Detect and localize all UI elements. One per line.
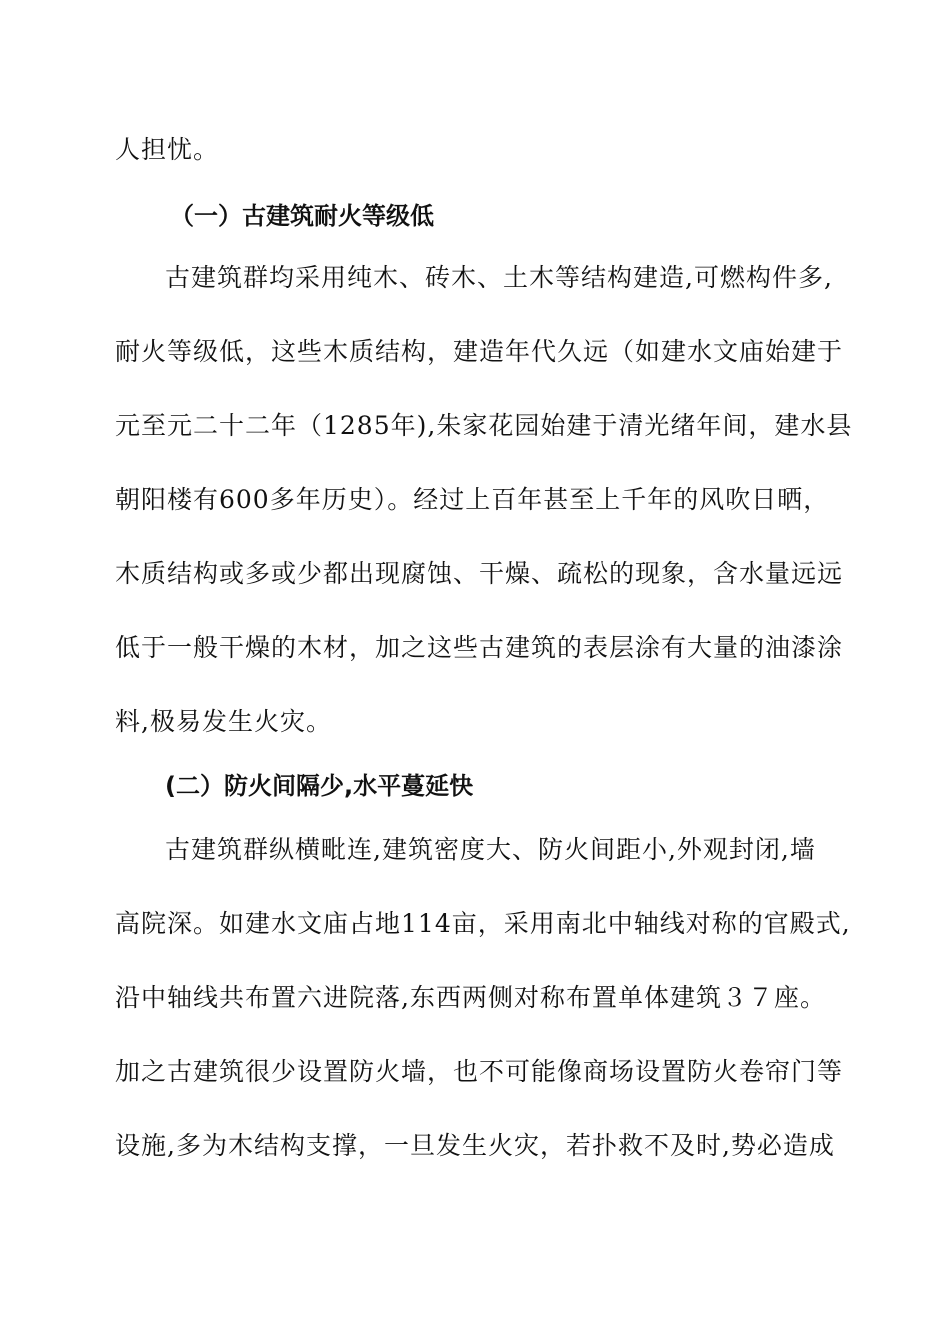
paragraph-line: 高院深。如建水文庙占地114亩，采用南北中轴线对称的官殿式,: [115, 909, 851, 938]
paragraph-line: 设施,多为木结构支撑，一旦发生火灾，若扑救不及时,势必造成: [115, 1131, 835, 1160]
paragraph-line: 人担忧。: [115, 135, 220, 164]
paragraph-line: 沿中轴线共布置六进院落,东西两侧对称布置单体建筑３７座。: [115, 983, 826, 1012]
paragraph-line: 古建筑群纵横毗连,建筑密度大、防火间距小,外观封闭,墙: [165, 835, 816, 864]
section-heading-2: (二）防火间隔少,水平蔓延快: [165, 772, 474, 800]
paragraph-line: 加之古建筑很少设置防火墙，也不可能像商场设置防火卷帘门等: [115, 1057, 844, 1086]
paragraph-line: 料,极易发生火灾。: [115, 707, 332, 736]
paragraph-line: 元至元二十二年（1285年),朱家花园始建于清光绪年间，建水县: [115, 411, 853, 440]
section-heading-1: （一）古建筑耐火等级低: [170, 202, 434, 230]
paragraph-line: 朝阳楼有600多年历史）。经过上百年甚至上千年的风吹日晒，: [115, 485, 830, 514]
paragraph-line: 古建筑群均采用纯木、砖木、土木等结构建造,可燃构件多,: [165, 263, 833, 292]
paragraph-line: 低于一般干燥的木材，加之这些古建筑的表层涂有大量的油漆涂: [115, 633, 844, 662]
paragraph-line: 木质结构或多或少都出现腐蚀、干燥、疏松的现象，含水量远远: [115, 559, 844, 588]
paragraph-line: 耐火等级低，这些木质结构，建造年代久远（如建水文庙始建于: [115, 337, 844, 366]
